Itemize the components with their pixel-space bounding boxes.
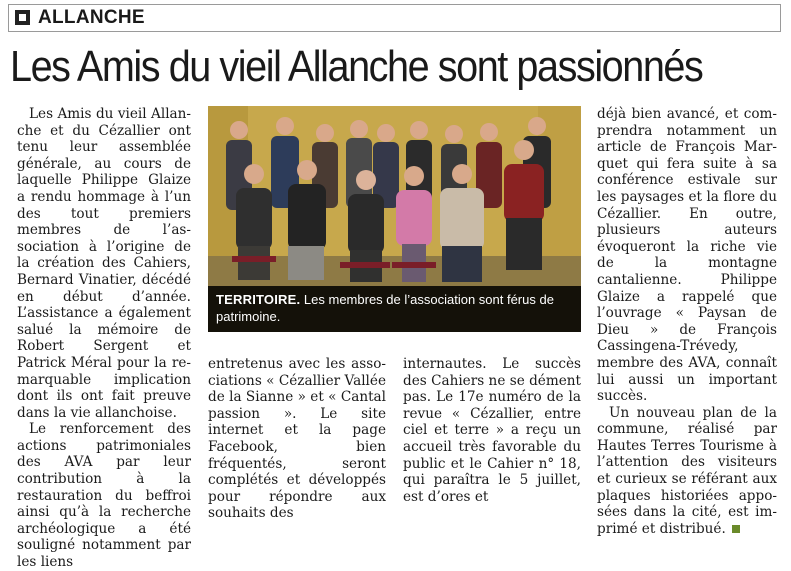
article-paragraph: internautes. Le succès des Cahiers ne se dément pas. Le 17e numéro de la revue « Cézallier, entre ciel et terre » a reçu un accueil très favorable du public et le Cahier n° 18, qui paraîtra le 5 juillet, est d’ores et bbox=[403, 356, 581, 505]
article-column-2 bbox=[208, 356, 386, 522]
article-end-icon bbox=[732, 525, 740, 533]
article-column-3 bbox=[403, 356, 581, 505]
article-paragraph: Le renforcement des actions patrimoniales des AVA par leur contribution à la restauration du beffroi ainsi qu’à la recherche archéologique a été souligné notamment par les liens bbox=[17, 421, 191, 571]
caption-text: Les membres de l’association sont férus de patrimoine. bbox=[216, 292, 554, 324]
article-headline: Les Amis du vieil Allanche sont passionnés bbox=[10, 42, 703, 91]
article-paragraph: entretenus avec les associations « Cézallier Vallée de la Sianne » et « Cantal passion ». Le site internet et la page Facebook, bien fréquentés, seront complétés et développés pour répondre aux souhaits des bbox=[208, 356, 386, 522]
kicker-label: ALLANCHE bbox=[38, 7, 145, 28]
article-column-4 bbox=[597, 106, 777, 537]
article-column-1 bbox=[17, 106, 191, 571]
article-paragraph-text: Un nouveau plan de la commune, réalisé par Hautes Terres Tourisme à l’attention des visiteurs et curieux se référant aux plaques historiées apposées dans la cité, est imprimé et distribué. bbox=[597, 404, 777, 537]
article-paragraph-final bbox=[597, 405, 777, 538]
kicker-square-icon bbox=[15, 10, 30, 25]
article-paragraph: déjà bien avancé, et comprendra notamment un article de François Marquet qui fera suite à sa conférence estivale sur les paysages et la flore du Cézallier. En outre, plusieurs auteurs évoqueront la riche vie de la montagne cantalienne. Philippe Glaize a rappelé que l’ouvrage « Paysan de Dieu » de François Cassingena-Trévedy, membre des AVA, connaît lui aussi un important succès. bbox=[597, 106, 777, 405]
photo-caption bbox=[208, 286, 581, 332]
caption-label: TERRITOIRE. bbox=[216, 292, 301, 307]
section-kicker bbox=[8, 4, 781, 32]
article-paragraph: Les Amis du vieil Allanche et du Cézallier ont tenu leur assemblée générale, au cours de laquelle Philippe Glaize a rendu hommage à l’un des tout premiers membres de l’association à l’origine de la création des Cahiers, Bernard Vinatier, décédé en début d’année. L’assistance a également salué la mémoire de Robert Sergent et Patrick Méral pour la remarquable implication dont ils ont fait preuve dans la vie allanchoise. bbox=[17, 106, 191, 421]
